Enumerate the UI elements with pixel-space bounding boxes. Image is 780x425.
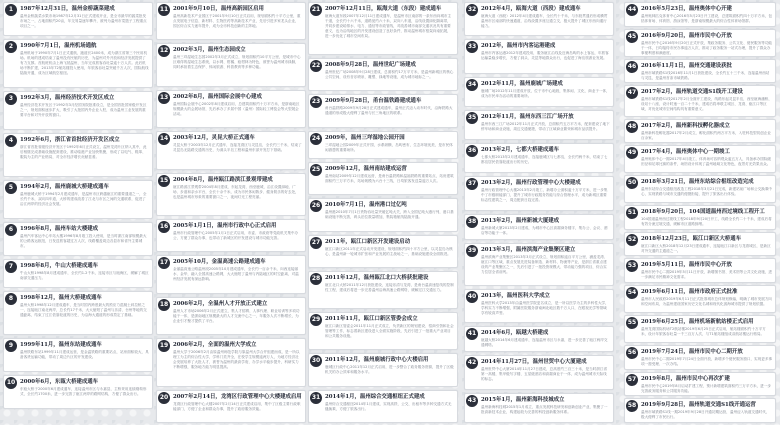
event-number-badge: 38 <box>466 216 478 228</box>
event-number-badge: 30 <box>310 355 322 367</box>
event-title: 2011年12月，温州瓯江北口大桥获批建设 <box>325 274 429 281</box>
event-title: 2013年3月，温州滨海产业集聚区建立 <box>481 246 576 253</box>
event-title: 2007年2月14日，龙湾区行政管理中心大楼建成启用 <box>173 393 302 400</box>
event-number-badge: 36 <box>466 145 478 157</box>
event-title: 2019年6月11日，温州市政府正式批准 <box>641 289 738 296</box>
timeline-column-3 <box>308 2 458 423</box>
event-card <box>624 85 776 116</box>
event-card <box>308 198 458 231</box>
event-card <box>3 2 153 36</box>
event-number-badge: 25 <box>310 164 322 176</box>
event-description: 温州市域铁路S1线2017年2月全面开工建设，线路东起灵昆半岛，西至瓯海潘桥，设站十八座，设计时速一百二十千米，建成后将串联主城区、龙湾、瓯江口等区域，对优化城市空间结构具有重要意义。 <box>641 97 772 112</box>
event-number-badge: 39 <box>466 245 478 257</box>
event-number-badge: 47 <box>626 87 638 99</box>
event-number-badge: 22 <box>310 60 322 72</box>
event-description: 瓯江北口大桥2011年12月获批建设，连接乐清与龙湾，是甬台温高速复线的控制性工程，建成后将进一步完善温州沿海高速公路网络，缓解过江交通压力。 <box>325 282 454 292</box>
event-number-badge: 11 <box>158 4 170 16</box>
event-number-badge: 32 <box>466 4 478 16</box>
event-description: 温州市内客运港2012年建成投用，服务瓯江沿线及近海岛屿的水上客运，年旅客运输量稳步增长，方便了洞头、灵昆等地群众出行，也促进了海岛旅游业发展。 <box>481 51 609 61</box>
event-card <box>156 297 306 335</box>
event-card <box>3 180 153 219</box>
event-card <box>624 2 776 27</box>
event-number-badge: 53 <box>626 260 638 272</box>
event-description: 温州人才市场2006年2月正式建立，集人才招聘、人事代理、职业培训等多项功能于一体，是浙南地区规模最大的人才交流中心之一，年服务人次不断增长，为企业引才聚才提供了平台。 <box>173 308 300 323</box>
event-number-badge: 26 <box>310 200 322 212</box>
event-number-badge: 2 <box>5 41 17 53</box>
event-title: 2017年4月，温州奥体中心一期竣工 <box>641 149 730 156</box>
event-description: 鹿城区行政中心2011年12月正式启用，进一步整合了政务服务资源，提升了区级机关的办公效率和服务水平。 <box>325 365 454 375</box>
event-title: 2013年2月，温州行政管理中心大楼建成 <box>481 180 581 187</box>
event-title: 2018年12月23日，瓯江口新区大桥通车 <box>641 235 742 242</box>
event-number-badge: 24 <box>310 133 322 145</box>
event-title: 2013年，温州医科大学成立 <box>481 292 550 299</box>
event-number-badge: 41 <box>466 328 478 340</box>
event-title: 2010年7月1日，温州港口过亿吨 <box>325 202 407 209</box>
event-number-badge: 50 <box>626 177 638 189</box>
event-number-badge: 9 <box>5 340 17 352</box>
event-title: 1990年7月1日，温州机场通航 <box>20 43 97 49</box>
event-title: 2007年12月11日，瓯海大道（东段）建成通车 <box>325 6 442 12</box>
event-card <box>464 143 614 173</box>
event-card <box>156 390 306 424</box>
event-description: 温州新城大厦2013年2月建成，为城市中心区高端商务楼宇，集办公、会议、酒店等功能于一体。 <box>481 225 608 235</box>
event-title: 1996年8月，温州车站大楼建成 <box>20 226 99 232</box>
event-card <box>308 271 458 309</box>
event-card <box>624 285 776 313</box>
event-title: 2008年9月28日，温州世纪广场建成 <box>325 61 416 68</box>
event-title: 1992年6月，浙江省首批经济开发区成立 <box>20 137 120 143</box>
event-number-badge: 46 <box>626 61 638 73</box>
event-description: 瓯海大道（西段）2012年4月建成通车，全长约十千米，与东段贯通后形成横贯温州市区南部的快速通道，沿线设置多座互通立交，极大提升了城区东西向通行能力。 <box>481 14 608 28</box>
event-description: 瓯江口新区管委会2011年11月正式成立，负责新区的规划建设、招商引资和社会管理等工作，标志着新区建设进入全面实施阶段，先后引进了一批重大产业项目和公共服务设施。 <box>325 324 454 339</box>
event-description: 金丽温高速公路温州段2005年10月建成通车，全长约一百余千米，向西连接丽水、金华，融入全国高速公路网，大大缩短了温州与内陆地区的时空距离，对温州经济发展有深远影响。 <box>173 267 299 282</box>
event-number-badge: 1 <box>5 4 17 16</box>
event-description: 温州汽车客运中心车站大楼1996年8月竣工投入使用，是当时浙江南部规模最大的公路客运枢纽，日发送旅客超过万人次，线路覆盖周边各县市和省外主要城市。 <box>20 234 147 248</box>
event-title: 2006年2月，全面的温州大学成立 <box>173 342 257 349</box>
event-card <box>464 214 614 240</box>
event-description: 温州南站2009年12月建成运营，是甬台温铁路和温福铁路的重要站点，站房建筑面积约三万平方米，站场规模为六台十三线，日均旅客发送量逾万人次。 <box>325 173 454 183</box>
event-card <box>3 133 153 177</box>
event-number-badge: 57 <box>626 374 638 386</box>
event-title: 2017年2月，温州新科技孵化器成立 <box>641 122 730 129</box>
event-card <box>464 243 614 286</box>
event-title: 2000年6月，东瓯大桥建成通车 <box>20 379 99 385</box>
event-title: 2016年5月23日，温州奥体中心开建 <box>641 6 732 12</box>
event-card <box>624 145 776 173</box>
event-description: 温州市域铁路S1线一期2019年9月28日开通初期运营，温州迈入轨道交通时代，极大便利了市民出行。 <box>641 410 770 420</box>
event-number-badge: 56 <box>626 347 638 359</box>
event-card <box>308 58 458 91</box>
event-description: 温州综合交通枢纽2014年1月建成，实现高铁、公交、出租车等多种交通方式无缝换乘，方便了旅客出行。 <box>325 401 452 411</box>
event-title: 1998年12月，温州大桥建成通车 <box>20 295 102 301</box>
event-title: 2019年7月24日，温州市民中心二期开放 <box>641 349 743 355</box>
event-description: 温州市域铁路S1线2016年11月1日获批建设，全长约五十三千米，连接温州西站与灵昆，是温州首条市域铁路。 <box>641 70 770 80</box>
event-description: 牛山大桥1998年8月建成通车，全长约1.2千米，连接市区与瓯海区，缓解了城区南部交通压力。 <box>20 271 149 280</box>
event-description: 灵昆大桥于2003年12月正式通车，连接龙湾区与灵昆岛，全长约三千米，结束了灵昆岛无陆路交通的历史，为洞头半岛工程和温州东部开发打下基础。 <box>173 143 302 153</box>
event-card <box>464 393 614 423</box>
event-description: 温州三垟湿地生态园2002年3月正式成立，规划面积约10平方公里，是城市中心区难得的湿地生态系统，以水网、柑橘、瓯柑林为特色，被誉为温州城市绿肺，同时承担着生态保护、休闲旅游、科普教育等多种功能。 <box>173 55 301 70</box>
event-number-badge: 8 <box>5 293 17 305</box>
event-card <box>464 77 614 107</box>
event-title: 2016年11月1日，温州交通建设获批 <box>641 62 732 69</box>
event-number-badge: 58 <box>626 400 638 412</box>
event-title: 2017年2月，温州轨道交通S1线开工建设 <box>641 89 743 96</box>
event-description: 温州市民中心2016年9月20日正式开放，集政务服务、公共文化、便民服务等功能于一体，日均接待市民办事逾万人次，推动了政务服务一站式办理，提升了群众办事便利度和满意度。 <box>641 40 772 55</box>
event-number-badge: 27 <box>310 237 322 249</box>
event-card <box>3 375 153 409</box>
event-description: 瓯越大桥2014年6月建成通车，连接温州市区与永嘉，进一步完善了瓯江两岸交通网络。 <box>481 338 608 348</box>
event-title: 2014年6月，瓯越大桥建成 <box>481 330 549 337</box>
event-title: 2005年1月1日，温州市行政中心正式启用 <box>173 222 277 229</box>
event-description: 温州铁路东站1999年11月建成运营，是金温铁路的重要站点，站房面积较大，具备客货运输功能，带动了周边片区的开发建设。 <box>20 350 149 359</box>
event-card <box>624 345 776 370</box>
event-number-badge: 5 <box>5 182 17 194</box>
event-description: 温州医科大学2013年由温州医学院更名成立，是一所以医学为主的多科性大学，学科实力不断增强，附属医院服务浙南闽北地区数千万人口，在眼视光学等领域享有较高声誉。 <box>481 300 609 315</box>
event-description: 温州东西三江广场2012年11月正式开放，总面积约五万平方米，配套建设了地下停车场和商业设施，周边交通便捷，带动了区域商业繁荣和城市品质提升。 <box>481 122 610 132</box>
event-description: 瓯江口新区2011年正式启动开发建设，规划面积约四十平方公里，以灵昆岛为核心，是温州新一轮城市扩张和产业发展的主战场之一，基础设施建设全面推进。 <box>325 246 453 256</box>
event-title: 2011年，瓯江口新区开发建设启动 <box>325 238 411 245</box>
event-number-badge: 29 <box>310 314 322 326</box>
event-title: 2011年12月，温州鹿城行政中心大楼启用 <box>325 357 429 364</box>
event-description: 三垟湿地公园2009年正式开园，水系纵横，岛屿密布，生态环境优美，是市民休闲游憩的重要场所。 <box>325 142 453 152</box>
event-number-badge: 6 <box>5 224 17 236</box>
event-description: 温州龙湾国际机场T2航站楼2019年6月25日正式启用，航站楼面积约十万平方米，设计年旅客吞吐量一千三百万人次，与T1航站楼组成双航站楼运行格局。 <box>641 327 766 337</box>
event-card <box>3 222 153 256</box>
event-title: 2019年6月25日，温州机场新航站楼正式启用 <box>641 319 754 326</box>
event-card <box>624 205 776 230</box>
event-description: 浙江省首批省级经济开发区于1992年6月正式设立，温州龙湾片区纳入其中，此后相继完成基础设施配套建设，推动临港产业加快集聚，形成了以电气、鞋革、服装为主的产业格局，对全市经济增长贡献显著。 <box>20 145 147 159</box>
event-description: 温州新科技孵化器2017年2月成立，孵化面积约两万平方米，入驻科技型初创企业百余家。 <box>641 130 772 140</box>
event-description: 龙湾区行政管理中心大楼2007年2月14日正式建成启用，集中了区级主要行政职能部门，方便了企业和群众办事，提升了政府服务效能。 <box>173 401 301 411</box>
event-title: 2001年9月10日，温州高新园区启用 <box>173 6 264 12</box>
event-card <box>156 43 306 86</box>
event-title: 2002年8月，温州国际会展中心建成 <box>173 93 262 100</box>
event-number-badge: 44 <box>626 4 638 16</box>
event-card <box>624 29 776 57</box>
event-card <box>156 131 306 169</box>
event-number-badge: 10 <box>5 377 17 389</box>
event-number-badge: 18 <box>158 299 170 311</box>
event-title: 2013年2月，温州新城大厦建成 <box>481 217 560 224</box>
event-card <box>624 398 776 423</box>
event-number-badge: 4 <box>5 135 17 147</box>
event-description: 温州滨海产业集聚区2013年3月正式设立，规划面积逾百平方公里，涵盖龙湾、瓯江口等区域，重点发展先进装备制造、新材料、物流等产业，是浙江省重点建设的产业集聚区之一，先后引进了一批投资规模大、带动能力强的项目，综合实力位居全省前列。 <box>481 254 608 274</box>
event-number-badge: 23 <box>310 96 322 108</box>
event-card <box>3 338 153 372</box>
event-title: 1999年11月，温州东站建成通车 <box>20 342 102 348</box>
event-card <box>464 326 614 352</box>
event-number-badge: 20 <box>158 392 170 404</box>
event-title: 2006年2月，全温州人才开放正式建立 <box>173 300 268 307</box>
event-number-badge: 51 <box>626 207 638 219</box>
event-description: 温州大桥1998年12月建成通车，是当时国内跨度最大的预应力混凝土斜拉桥之一，连接瓯江南北两岸，总长约17千米，大大缩短了温州与乐清、台州等地的交通距离，结束了过江依靠轮渡的历史，为沿海大通道的形成奠定了基础。 <box>20 303 147 317</box>
event-number-badge: 16 <box>158 221 170 233</box>
event-number-badge: 14 <box>158 133 170 145</box>
event-description: 七都大桥2013年2月建成通车，连接鹿城区与七都岛，全长约两千米，结束了七都岛居民依靠轮渡出行的历史。 <box>481 155 608 165</box>
event-number-badge: 15 <box>158 175 170 187</box>
event-title: 1994年2月，温州鹿城大桥建成通车 <box>20 184 109 190</box>
event-card <box>3 291 153 335</box>
event-description: 温州市民中心二期2019年7月24日全面开放，新增多个便民服务窗口，实现更多事项一窗受理、一次办结。 <box>641 357 772 366</box>
event-description: 温州奥林匹克体育中心2016年5月23日开工建设，总建筑面积约四十万平方米，包括体育场、体育馆、游泳馆等，是浙南规模最大的综合性体育场馆群。 <box>641 14 772 23</box>
timeline-column-1 <box>3 2 153 423</box>
event-description: 温州行政管理中心大楼2013年2月竣工，新增办公面积逾十万平方米，进一步集中了市级职能部门，提升了城市行政服务效能与综合管理水平，成为新城区重要标志性建筑之一，周边配套日趋完善。 <box>481 188 608 203</box>
event-title: 2005年10月，金温高速公路建成通车 <box>173 259 266 266</box>
event-card <box>464 2 614 36</box>
event-description: 东瓯大桥于2000年6月建成通车，连接温州市区与永嘉县，主桥采用连续刚构形式，全长约1700米，进一步完善了瓯江两岸的路网结构，方便了群众出行。 <box>20 387 147 396</box>
event-title: 1992年3月，温州经济技术开发区成立 <box>20 95 115 101</box>
event-number-badge: 49 <box>626 147 638 159</box>
event-description: 温州金桥蔬菜水果市场1987年12月31日正式建成开业，是全市最早的蔬菜批发市场之一，占地面积约20亩，年交易量逐年攀升，被列为温州市菜篮子工程重点项目之一。 <box>20 14 147 28</box>
event-card <box>464 110 614 140</box>
timeline-column-4 <box>464 2 614 423</box>
event-card <box>3 39 153 88</box>
event-title: 2013年2月，七都大桥建成通车 <box>481 147 560 154</box>
event-card <box>156 338 306 386</box>
event-card <box>156 90 306 128</box>
event-title: 2014年1月，温州综合交通枢纽正式建成 <box>325 393 425 400</box>
event-number-badge: 13 <box>158 92 170 104</box>
event-description: 温州经济技术开发区于1992年3月经国务院批准设立，是全国首批国家级开发区之一，规划面积逐步扩大，吸引了大批国内外企业入驻，成为温州工业发展的重要平台和对外开放的窗口。 <box>20 103 147 117</box>
event-card <box>156 173 306 216</box>
event-title: 2004年8月，温州瓯江路滨江景观带建成 <box>173 176 273 183</box>
event-description: 甬台温铁路2009年9月28日正式建成通车，温州正式迈入动车时代，沿海铁路大通道的形成极大便利了温州与长三角地区的联系。 <box>325 106 453 116</box>
event-title: 2009年，温州三垟湿地公园开园 <box>325 134 405 141</box>
event-number-badge: 54 <box>626 287 638 299</box>
event-description: 瓯海大道东段2007年12月11日建成通车，是温州市区南部的一条东西向城市主干道，全长约十六千米，道路宽约六十米，双向八车道，沿线设置绿化隔离带，并同步建设给排水、电力、通信等市政管线，对改善城市南部交通状况具有重要意义，也为沿线地区的开发建设创造了良好条件，推动温州城市框架向南拓展，进一步优化了城市空间布局。 <box>325 14 452 38</box>
event-card <box>3 91 153 130</box>
event-card <box>308 312 458 350</box>
event-description: 温州港2010年7月1日货物吞吐量突破亿吨大关，跨入全国亿吨大港行列，港口基础设施不断完善，码头泊位数量增加，集装箱航线陆续开通。 <box>325 210 454 220</box>
event-title: 2012年11月，温州东西三江广场开放 <box>481 114 574 121</box>
event-number-badge: 52 <box>626 234 638 246</box>
timeline-column-2 <box>156 2 306 423</box>
event-description: 温州大学于2006年2月由原温州师范学院与原温州大学合并组建而成，是一所以理工为主的综合性大学，学科门类齐全，在校学生规模逾两万人，为地方经济社会发展培养了大批人才，被誉为温州的最高学府，办学水平稳步提升，科研实力不断增强，服务地方能力明显提高。 <box>173 350 300 370</box>
event-description: 温州市民中心二期2019年5月11日开放，新增图书馆、美术馆等公共文化设施，进一步满足市民精神文化需求。 <box>641 270 772 280</box>
event-title: 2019年8月，温州市民中心再次扩建 <box>641 375 730 382</box>
event-card <box>308 390 458 423</box>
event-number-badge: 34 <box>466 79 478 91</box>
event-number-badge: 12 <box>158 45 170 57</box>
event-number-badge: 37 <box>466 178 478 190</box>
event-description: 温州机场于1990年7月1日正式通航，跑道长2400米，成为浙江省第三个民用机场。机场的建成结束了温州没有民航的历史，为温州对外开放和经济发展提供了有力支撑。首航班机由上海飞抵温州，当年完成旅客吞吐量逾十万人次。此后机场不断扩建，2013年T2航站楼投入使用，年旅客吞吐量突破千万人次，国际航线陆续开通，成为区域航空枢纽。 <box>20 51 149 75</box>
event-description: 温州市行政管理中心2005年1月1日正式启用，市委、市政府等党政机关集中办公，方便了群众办事，也带动了新城区的开发建设与城市功能完善。 <box>173 230 299 240</box>
event-title: 2012年11月，温州鹿城广场建成 <box>481 80 563 87</box>
event-number-badge: 17 <box>158 257 170 269</box>
event-card <box>624 59 776 84</box>
event-title: 1998年8月，牛山大桥建成通车 <box>20 263 99 269</box>
event-description: 温州国际会展中心2002年8月建成启用，总建筑面积约十万平方米，是浙南地区规模最大的会展场馆，先后承办了多届中国（温州）国际轻工博览会等大型展会活动。 <box>173 101 300 116</box>
event-title: 2016年9月20日，温州市民中心开放 <box>641 32 732 39</box>
event-card <box>624 315 776 343</box>
event-number-badge: 21 <box>310 4 322 16</box>
event-description: 温州市人民政府2019年6月11日正式批准城市总体规划修编，明确了城市发展方向和空间布局，为温州建设国家历史文化名城和现代化滨海城市提供了规划依据。 <box>641 297 772 307</box>
event-description: 104国道温州西过境线工程2018年9月20日开工，线路全长约二十千米，建成后将有效分流过境交通，缓解市区道路拥堵。 <box>641 217 772 227</box>
event-number-badge: 28 <box>310 273 322 285</box>
event-card <box>308 162 458 195</box>
event-card <box>3 259 153 288</box>
event-card <box>156 219 306 253</box>
event-title: 2002年3月，温州生态园成立 <box>173 47 246 54</box>
event-card <box>464 176 614 210</box>
event-number-badge: 35 <box>466 112 478 124</box>
event-card <box>308 94 458 127</box>
event-description: 瓯江路滨江景观带2004年8月建成，东起龙湾，西至鹿城，沿江设置绿地、广场、步道和亲水平台，全长十余千米，成为市民休闲散步、健身娱乐的好去处，也是温州城市形象的重要窗口之一，夜间灯光工程亮丽。 <box>173 184 299 199</box>
event-number-badge: 42 <box>466 357 478 369</box>
event-title: 2011年11月，瓯江口新区管委会成立 <box>325 316 418 323</box>
timeline-column-5 <box>624 2 776 423</box>
event-card <box>156 2 306 40</box>
event-description: 温州世贸中心大厦2014年11月27日建成，总高度约三百三十米，是当时浙江省第一高楼，集甲级写字楼、五星级酒店和高端商业于一体，成为温州城市天际线的标志。 <box>481 367 608 382</box>
event-card <box>464 355 614 389</box>
event-card <box>308 235 458 268</box>
event-description: 温州鹿城大桥于1994年2月建成通车，是温州市区跨越瓯江的重要通道之一，全长约千米，双向四车道，大桥的建成改善了江北与市区之间的交通联系，促进了沿江两岸的经济社会发展。 <box>20 192 147 206</box>
event-number-badge: 3 <box>5 93 17 105</box>
event-title: 2012年，温州市内客运港建成 <box>481 43 556 50</box>
event-card <box>464 39 614 73</box>
event-number-badge: 31 <box>310 392 322 404</box>
event-description: 温州世纪广场2008年9月28日建成，总面积约17万平方米，是温州新城区的核心公共空间，设有音乐喷泉、雕塑、绿地等设施，成为城市地标之一。 <box>325 69 454 79</box>
event-number-badge: 55 <box>626 317 638 329</box>
event-description: 瓯江口新区大桥2018年12月23日建成通车，连接瓯江口新区与龙湾城区，是新区对外交通的主通道之一。 <box>641 243 771 253</box>
event-card <box>308 2 458 55</box>
event-title: 2009年12月，温州南站建成运营 <box>325 165 407 172</box>
event-card <box>156 255 306 293</box>
event-title: 2015年1月，温州新海科技城成立 <box>481 396 565 403</box>
event-description: 温州奥体中心一期2017年4月竣工，体育场可容纳观众逾五万人，具备承办国际级田径和足球比赛的条件，场馆设计体现了温州地域文化特色，夜景灯光效果出众。 <box>641 157 772 167</box>
event-description: 温州新海科技城2015年1月成立，重点发展科技研发和创新创业产业，集聚了一批高新技术企业，构建起较为完善的科技创新服务体系。 <box>481 404 608 414</box>
event-number-badge: 33 <box>466 41 478 53</box>
event-number-badge: 43 <box>466 395 478 407</box>
event-description: 鹿城广场2012年11月建成开放，位于市中心地段，集休闲、文化、商业于一体，成为市民举办活动的重要场所。 <box>481 88 610 98</box>
event-number-badge: 40 <box>466 291 478 303</box>
event-card <box>308 353 458 386</box>
event-card <box>464 289 614 323</box>
event-description: 温州高新技术产业园区于2001年9月10日正式启用，规划面积约十平方公里，重点发展电子信息、新材料、生物医药等高新技术产业，先后引进多家龙头企业，园区综合实力逐年提升，成为全市科技创新的主阵地。 <box>173 14 301 28</box>
event-title: 2003年12月，灵昆大桥正式通车 <box>173 135 255 142</box>
event-card <box>624 232 776 257</box>
event-card <box>308 131 458 159</box>
event-title: 2012年4月，瓯海大道（西段）建成通车 <box>481 6 581 12</box>
event-number-badge: 7 <box>5 261 17 273</box>
event-description: 温州市民中心2019年8月启动扩建工程，预计新增建筑面积约三万平方米，进一步完善政务服务和公共服务功能。 <box>641 383 772 393</box>
event-title: 2009年9月28日，甬台温铁路建成通车 <box>325 98 422 105</box>
event-title: 2018年9月20日，104国道温州西过境线工程开工 <box>641 209 765 216</box>
event-number-badge: 19 <box>158 340 170 352</box>
event-card <box>624 372 776 397</box>
event-title: 2014年11月27日，温州世贸中心大厦建成 <box>481 359 587 366</box>
event-title: 2019年9月28日，温州轨道交通S1线开通运营 <box>641 402 756 409</box>
event-description: 温州东站综合交通枢纽改造工程2018年3月21日完成，新建站前广场和公交换乘中心，实现铁路与城市交通的便捷衔接，提升了旅客出行体验。 <box>641 187 772 197</box>
event-number-badge: 48 <box>626 121 638 133</box>
event-card <box>624 258 776 283</box>
event-title: 2018年3月21日，温州东站综合枢纽改造完成 <box>641 179 754 186</box>
event-title: 2019年5月11日，温州市民中心开放 <box>641 262 732 269</box>
event-card <box>624 175 776 203</box>
event-card <box>624 119 776 144</box>
event-number-badge: 45 <box>626 31 638 43</box>
event-title: 1987年12月31日，温州金桥蔬菜建成 <box>20 6 115 12</box>
